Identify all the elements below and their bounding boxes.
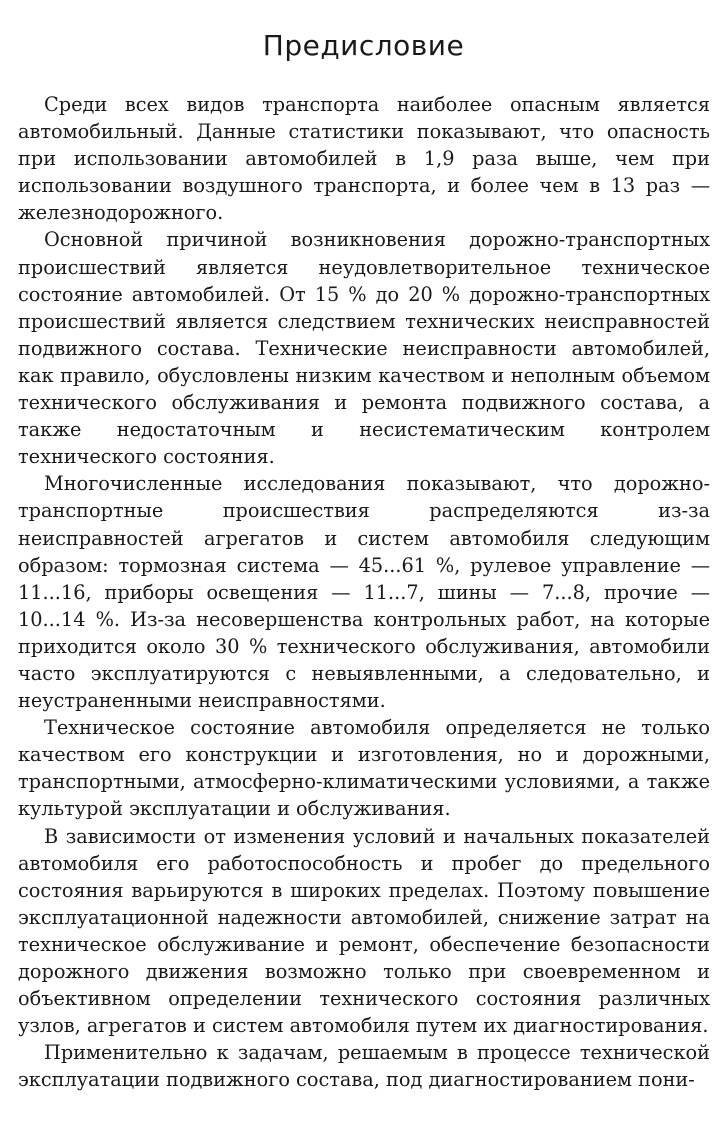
page-title: Предисловие (262, 28, 465, 62)
paragraph-4: Техническое состояние автомобиля определяется не только качеством его конструкции и изготовления, но и дорожными, транспортными, атмосферно-климатическими условиями, а также культурой эксплуатации и обслуживания. (18, 716, 710, 821)
paragraph-1: Среди всех видов транспорта наиболее опасным является автомобильный. Данные статистики показывают, что опасность при использовании автомобилей в 1,9 раза выше, чем при использовании воздушного транспорта, и более чем в 13 раз — железнодорожного. (18, 93, 710, 225)
paragraph-3: Многочисленные исследования показывают, что дорожно-транспортные происшествия распределяются из-за неисправностей агрегатов и систем автомобиля следующим образом: тормозная система — 45...61 %, рулевое управление — 11...16, приборы освещения — 11...7, шины — 7...8, прочие — 10...14 %. Из-за несовершенства контрольных работ, на которые приходится около 30 % технического обслуживания, автомобили часто эксплуатируются с невыявленными, а следовательно, и неустраненными неисправностями. (18, 472, 710, 713)
paragraph-6: Применительно к задачам, решаемым в процессе технической эксплуатации подвижного состава, под диагностированием пони- (18, 1041, 710, 1092)
body-text (18, 91, 710, 1093)
paragraph-2: Основной причиной возникновения дорожно-транспортных происшествий является неудовлетворительное техническое состояние автомобилей. От 15 % до 20 % дорожно-транспортных происшествий является следствием технических неисправностей подвижного состава. Технические неисправности автомобилей, как правило, обусловлены низким качеством и неполным объемом технического обслуживания и ремонта подвижного состава, а также недостаточным и несистематическим контролем технического состояния. (18, 228, 710, 469)
paragraph-5: В зависимости от изменения условий и начальных показателей автомобиля его работоспособность и пробег до предельного состояния варьируются в широких пределах. Поэтому повышение эксплуатационной надежности автомобилей, снижение затрат на техническое обслуживание и ремонт, обеспечение безопасности дорожного движения возможно только при своевременном и объективном определении технического состояния различных узлов, агрегатов и систем автомобиля путем их диагностирования. (18, 824, 710, 1038)
